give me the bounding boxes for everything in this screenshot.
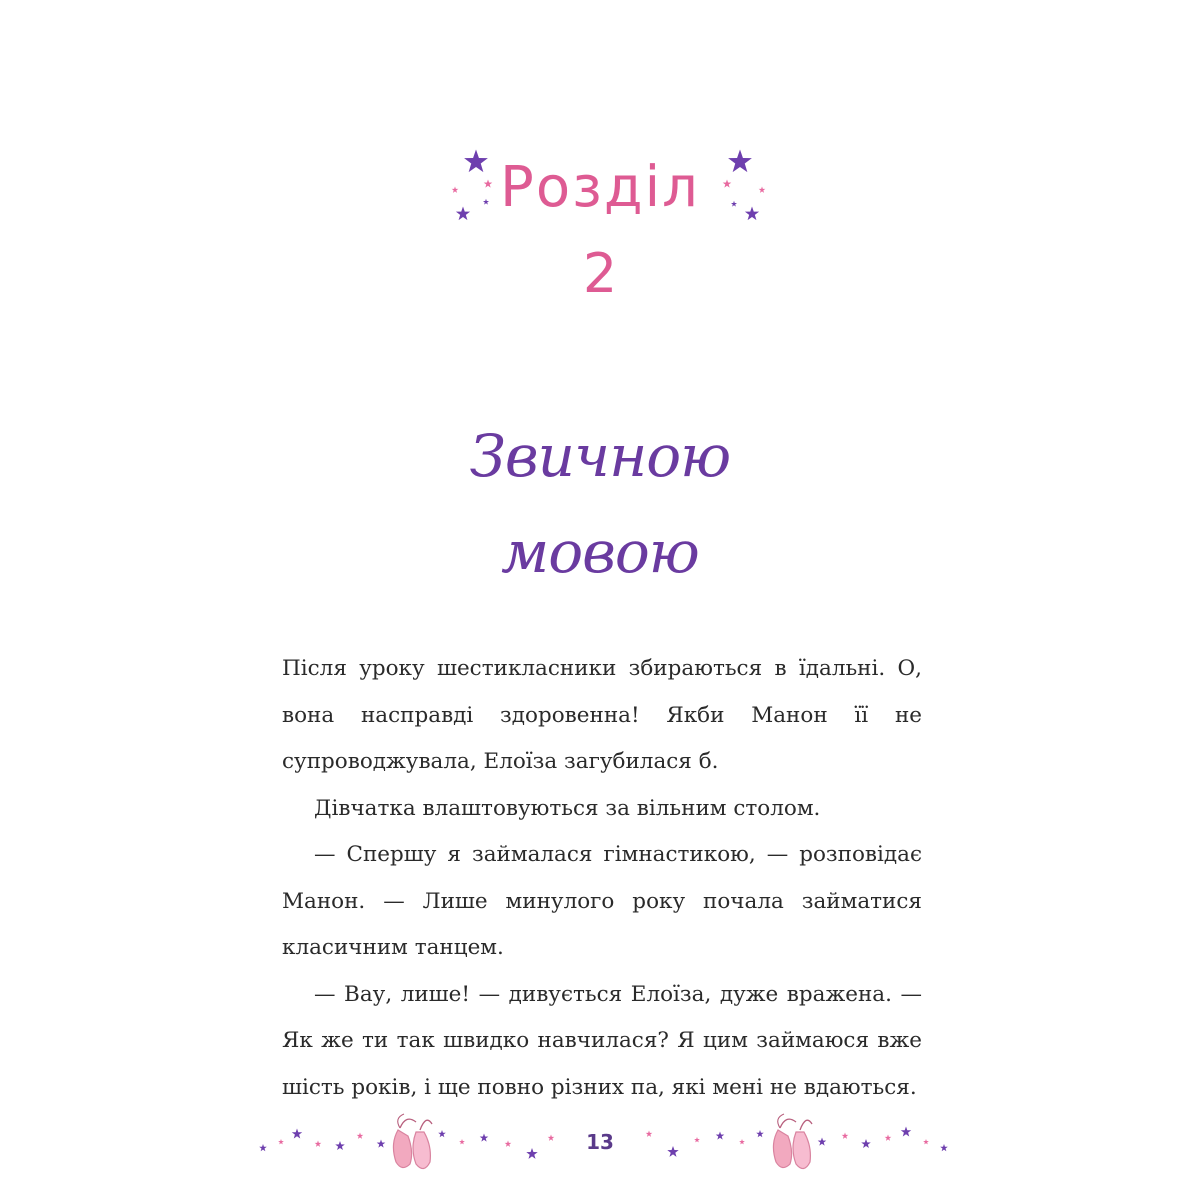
paragraph: Дівчатка влаштовуються за вільним столом. [314, 795, 821, 821]
chapter-title-line: мовою [501, 518, 699, 586]
ballet-shoes-icon [773, 1114, 812, 1169]
footer-border-right [646, 1114, 948, 1169]
chapter-number: 2 [582, 242, 618, 305]
chapter-label: Розділ [500, 155, 700, 220]
paragraph: Після уроку шестикласники збираються в їдальні. О, вона насправді здоровенна! Якби Манон її не супроводжувала, Елоїза загубилася б. [282, 656, 922, 774]
footer-border-left [259, 1114, 554, 1169]
body-text [282, 646, 922, 1111]
page-number: 13 [586, 1130, 614, 1154]
ballet-shoes-icon [393, 1114, 432, 1169]
paragraph: — Спершу я займалася гімнастикою, — розповідає Манон. — Лише минулого року почала займатися класичним танцем. [282, 842, 922, 960]
chapter-title [0, 408, 1200, 600]
paragraph: — Вау, лише! — дивується Елоїза, дуже вражена. — Як же ти так швидко навчилася? Я цим займаюся вже шість років, і ще повно різних па, які мені не вдаються. [282, 981, 922, 1100]
chapter-title-line: Звичною [469, 422, 731, 490]
